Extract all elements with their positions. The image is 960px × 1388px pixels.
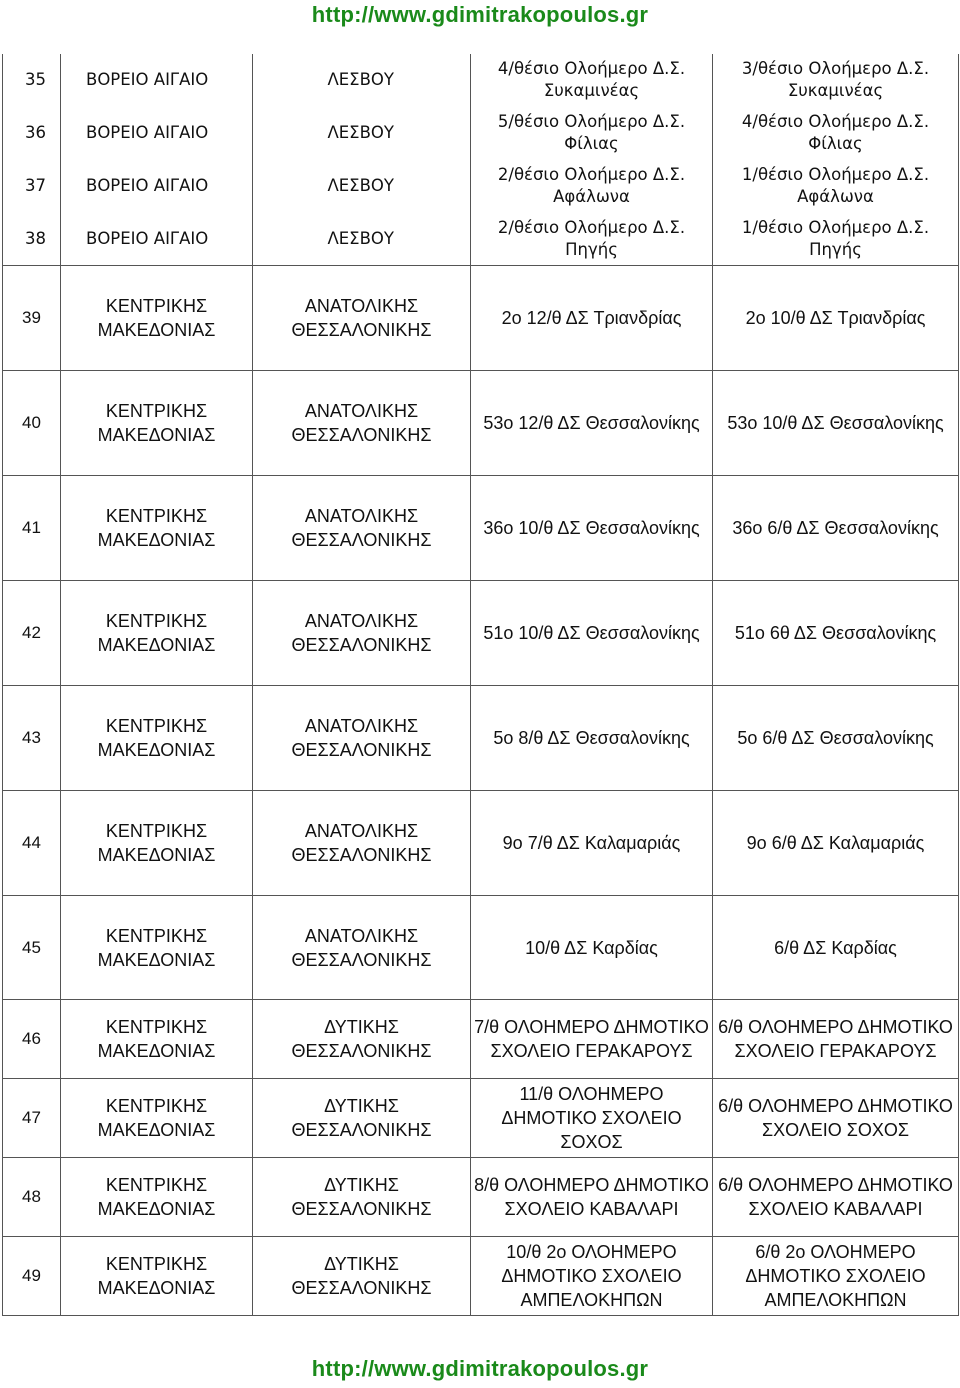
table-row	[3, 106, 959, 159]
row-number: 42	[3, 581, 61, 686]
prefecture-cell: ΔΥΤΙΚΗΣ ΘΕΣΣΑΛΟΝΙΚΗΣ	[253, 1158, 471, 1237]
table-row	[3, 159, 959, 212]
school-from-cell: 10/θ ΔΣ Καρδίας	[471, 896, 713, 1000]
school-to-cell: 9ο 6/θ ΔΣ Καλαμαριάς	[713, 791, 959, 896]
region-cell: ΚΕΝΤΡΙΚΗΣ ΜΑΚΕΔΟΝΙΑΣ	[61, 1079, 253, 1158]
table-row	[3, 1000, 959, 1079]
table-row	[3, 1079, 959, 1158]
row-number: 36	[3, 106, 61, 159]
table-row	[3, 581, 959, 686]
prefecture-cell: ΛΕΣΒΟΥ	[253, 159, 471, 212]
school-to-cell: 6/θ ΟΛΟΗΜΕΡΟ ΔΗΜΟΤΙΚΟ ΣΧΟΛΕΙΟ ΣΟΧΟΣ	[713, 1079, 959, 1158]
prefecture-cell: ΛΕΣΒΟΥ	[253, 54, 471, 106]
row-number: 49	[3, 1237, 61, 1316]
school-to-cell: 36ο 6/θ ΔΣ Θεσσαλονίκης	[713, 476, 959, 581]
region-cell: ΒΟΡΕΙΟ ΑΙΓΑΙΟ	[61, 212, 253, 265]
school-from-cell: 53ο 12/θ ΔΣ Θεσσαλονίκης	[471, 371, 713, 476]
school-from-cell: 5/θέσιο Ολοήμερο Δ.Σ. Φίλιας	[471, 106, 713, 159]
schools-table-main	[2, 265, 959, 1316]
region-cell: ΚΕΝΤΡΙΚΗΣ ΜΑΚΕΔΟΝΙΑΣ	[61, 371, 253, 476]
row-number: 41	[3, 476, 61, 581]
prefecture-cell: ΑΝΑΤΟΛΙΚΗΣ ΘΕΣΣΑΛΟΝΙΚΗΣ	[253, 896, 471, 1000]
table-row	[3, 476, 959, 581]
school-from-cell: 8/θ ΟΛΟΗΜΕΡΟ ΔΗΜΟΤΙΚΟ ΣΧΟΛΕΙΟ ΚΑΒΑΛΑΡΙ	[471, 1158, 713, 1237]
table-row	[3, 54, 959, 106]
prefecture-cell: ΛΕΣΒΟΥ	[253, 212, 471, 265]
row-number: 45	[3, 896, 61, 1000]
region-cell: ΚΕΝΤΡΙΚΗΣ ΜΑΚΕΔΟΝΙΑΣ	[61, 1158, 253, 1237]
schools-table-top	[2, 54, 959, 265]
region-cell: ΚΕΝΤΡΙΚΗΣ ΜΑΚΕΔΟΝΙΑΣ	[61, 791, 253, 896]
table-row	[3, 1237, 959, 1316]
region-cell: ΚΕΝΤΡΙΚΗΣ ΜΑΚΕΔΟΝΙΑΣ	[61, 476, 253, 581]
row-number: 37	[3, 159, 61, 212]
table-row	[3, 686, 959, 791]
row-number: 39	[3, 266, 61, 371]
region-cell: ΚΕΝΤΡΙΚΗΣ ΜΑΚΕΔΟΝΙΑΣ	[61, 581, 253, 686]
school-to-cell: 6/θ 2ο ΟΛΟΗΜΕΡΟ ΔΗΜΟΤΙΚΟ ΣΧΟΛΕΙΟ ΑΜΠΕΛΟΚΗΠΩΝ	[713, 1237, 959, 1316]
school-to-cell: 51ο 6θ ΔΣ Θεσσαλονίκης	[713, 581, 959, 686]
row-number: 43	[3, 686, 61, 791]
region-cell: ΒΟΡΕΙΟ ΑΙΓΑΙΟ	[61, 159, 253, 212]
school-to-cell: 1/θέσιο Ολοήμερο Δ.Σ. Πηγής	[713, 212, 959, 265]
school-from-cell: 36ο 10/θ ΔΣ Θεσσαλονίκης	[471, 476, 713, 581]
school-to-cell: 53ο 10/θ ΔΣ Θεσσαλονίκης	[713, 371, 959, 476]
prefecture-cell: ΔΥΤΙΚΗΣ ΘΕΣΣΑΛΟΝΙΚΗΣ	[253, 1237, 471, 1316]
school-from-cell: 10/θ 2ο ΟΛΟΗΜΕΡΟ ΔΗΜΟΤΙΚΟ ΣΧΟΛΕΙΟ ΑΜΠΕΛΟΚΗΠΩΝ	[471, 1237, 713, 1316]
prefecture-cell: ΑΝΑΤΟΛΙΚΗΣ ΘΕΣΣΑΛΟΝΙΚΗΣ	[253, 371, 471, 476]
school-to-cell: 1/θέσιο Ολοήμερο Δ.Σ. Αφάλωνα	[713, 159, 959, 212]
school-to-cell: 3/θέσιο Ολοήμερο Δ.Σ. Συκαμινέας	[713, 54, 959, 106]
prefecture-cell: ΑΝΑΤΟΛΙΚΗΣ ΘΕΣΣΑΛΟΝΙΚΗΣ	[253, 581, 471, 686]
table-row	[3, 791, 959, 896]
prefecture-cell: ΑΝΑΤΟΛΙΚΗΣ ΘΕΣΣΑΛΟΝΙΚΗΣ	[253, 686, 471, 791]
school-to-cell: 6/θ ΔΣ Καρδίας	[713, 896, 959, 1000]
prefecture-cell: ΑΝΑΤΟΛΙΚΗΣ ΘΕΣΣΑΛΟΝΙΚΗΣ	[253, 791, 471, 896]
header-url[interactable]: http://www.gdimitrakopoulos.gr	[311, 2, 649, 27]
school-from-cell: 7/θ ΟΛΟΗΜΕΡΟ ΔΗΜΟΤΙΚΟ ΣΧΟΛΕΙΟ ΓΕΡΑΚΑΡΟΥΣ	[471, 1000, 713, 1079]
school-from-cell: 11/θ ΟΛΟΗΜΕΡΟ ΔΗΜΟΤΙΚΟ ΣΧΟΛΕΙΟ ΣΟΧΟΣ	[471, 1079, 713, 1158]
table-row	[3, 896, 959, 1000]
prefecture-cell: ΔΥΤΙΚΗΣ ΘΕΣΣΑΛΟΝΙΚΗΣ	[253, 1000, 471, 1079]
region-cell: ΚΕΝΤΡΙΚΗΣ ΜΑΚΕΔΟΝΙΑΣ	[61, 896, 253, 1000]
school-from-cell: 51ο 10/θ ΔΣ Θεσσαλονίκης	[471, 581, 713, 686]
school-from-cell: 2ο 12/θ ΔΣ Τριανδρίας	[471, 266, 713, 371]
row-number: 35	[3, 54, 61, 106]
school-to-cell: 6/θ ΟΛΟΗΜΕΡΟ ΔΗΜΟΤΙΚΟ ΣΧΟΛΕΙΟ ΚΑΒΑΛΑΡΙ	[713, 1158, 959, 1237]
row-number: 38	[3, 212, 61, 265]
school-to-cell: 4/θέσιο Ολοήμερο Δ.Σ. Φίλιας	[713, 106, 959, 159]
prefecture-cell: ΔΥΤΙΚΗΣ ΘΕΣΣΑΛΟΝΙΚΗΣ	[253, 1079, 471, 1158]
table-row	[3, 266, 959, 371]
region-cell: ΒΟΡΕΙΟ ΑΙΓΑΙΟ	[61, 106, 253, 159]
row-number: 40	[3, 371, 61, 476]
school-to-cell: 5ο 6/θ ΔΣ Θεσσαλονίκης	[713, 686, 959, 791]
row-number: 47	[3, 1079, 61, 1158]
prefecture-cell: ΑΝΑΤΟΛΙΚΗΣ ΘΕΣΣΑΛΟΝΙΚΗΣ	[253, 266, 471, 371]
table-row	[3, 1158, 959, 1237]
region-cell: ΚΕΝΤΡΙΚΗΣ ΜΑΚΕΔΟΝΙΑΣ	[61, 1000, 253, 1079]
table-row	[3, 212, 959, 265]
school-from-cell: 9ο 7/θ ΔΣ Καλαμαριάς	[471, 791, 713, 896]
row-number: 46	[3, 1000, 61, 1079]
table-row	[3, 371, 959, 476]
row-number: 48	[3, 1158, 61, 1237]
region-cell: ΒΟΡΕΙΟ ΑΙΓΑΙΟ	[61, 54, 253, 106]
school-from-cell: 4/θέσιο Ολοήμερο Δ.Σ. Συκαμινέας	[471, 54, 713, 106]
school-from-cell: 2/θέσιο Ολοήμερο Δ.Σ. Αφάλωνα	[471, 159, 713, 212]
school-to-cell: 6/θ ΟΛΟΗΜΕΡΟ ΔΗΜΟΤΙΚΟ ΣΧΟΛΕΙΟ ΓΕΡΑΚΑΡΟΥΣ	[713, 1000, 959, 1079]
prefecture-cell: ΛΕΣΒΟΥ	[253, 106, 471, 159]
region-cell: ΚΕΝΤΡΙΚΗΣ ΜΑΚΕΔΟΝΙΑΣ	[61, 1237, 253, 1316]
school-from-cell: 2/θέσιο Ολοήμερο Δ.Σ. Πηγής	[471, 212, 713, 265]
footer-url[interactable]: http://www.gdimitrakopoulos.gr	[311, 1356, 649, 1381]
row-number: 44	[3, 791, 61, 896]
region-cell: ΚΕΝΤΡΙΚΗΣ ΜΑΚΕΔΟΝΙΑΣ	[61, 266, 253, 371]
school-from-cell: 5ο 8/θ ΔΣ Θεσσαλονίκης	[471, 686, 713, 791]
region-cell: ΚΕΝΤΡΙΚΗΣ ΜΑΚΕΔΟΝΙΑΣ	[61, 686, 253, 791]
school-to-cell: 2ο 10/θ ΔΣ Τριανδρίας	[713, 266, 959, 371]
prefecture-cell: ΑΝΑΤΟΛΙΚΗΣ ΘΕΣΣΑΛΟΝΙΚΗΣ	[253, 476, 471, 581]
